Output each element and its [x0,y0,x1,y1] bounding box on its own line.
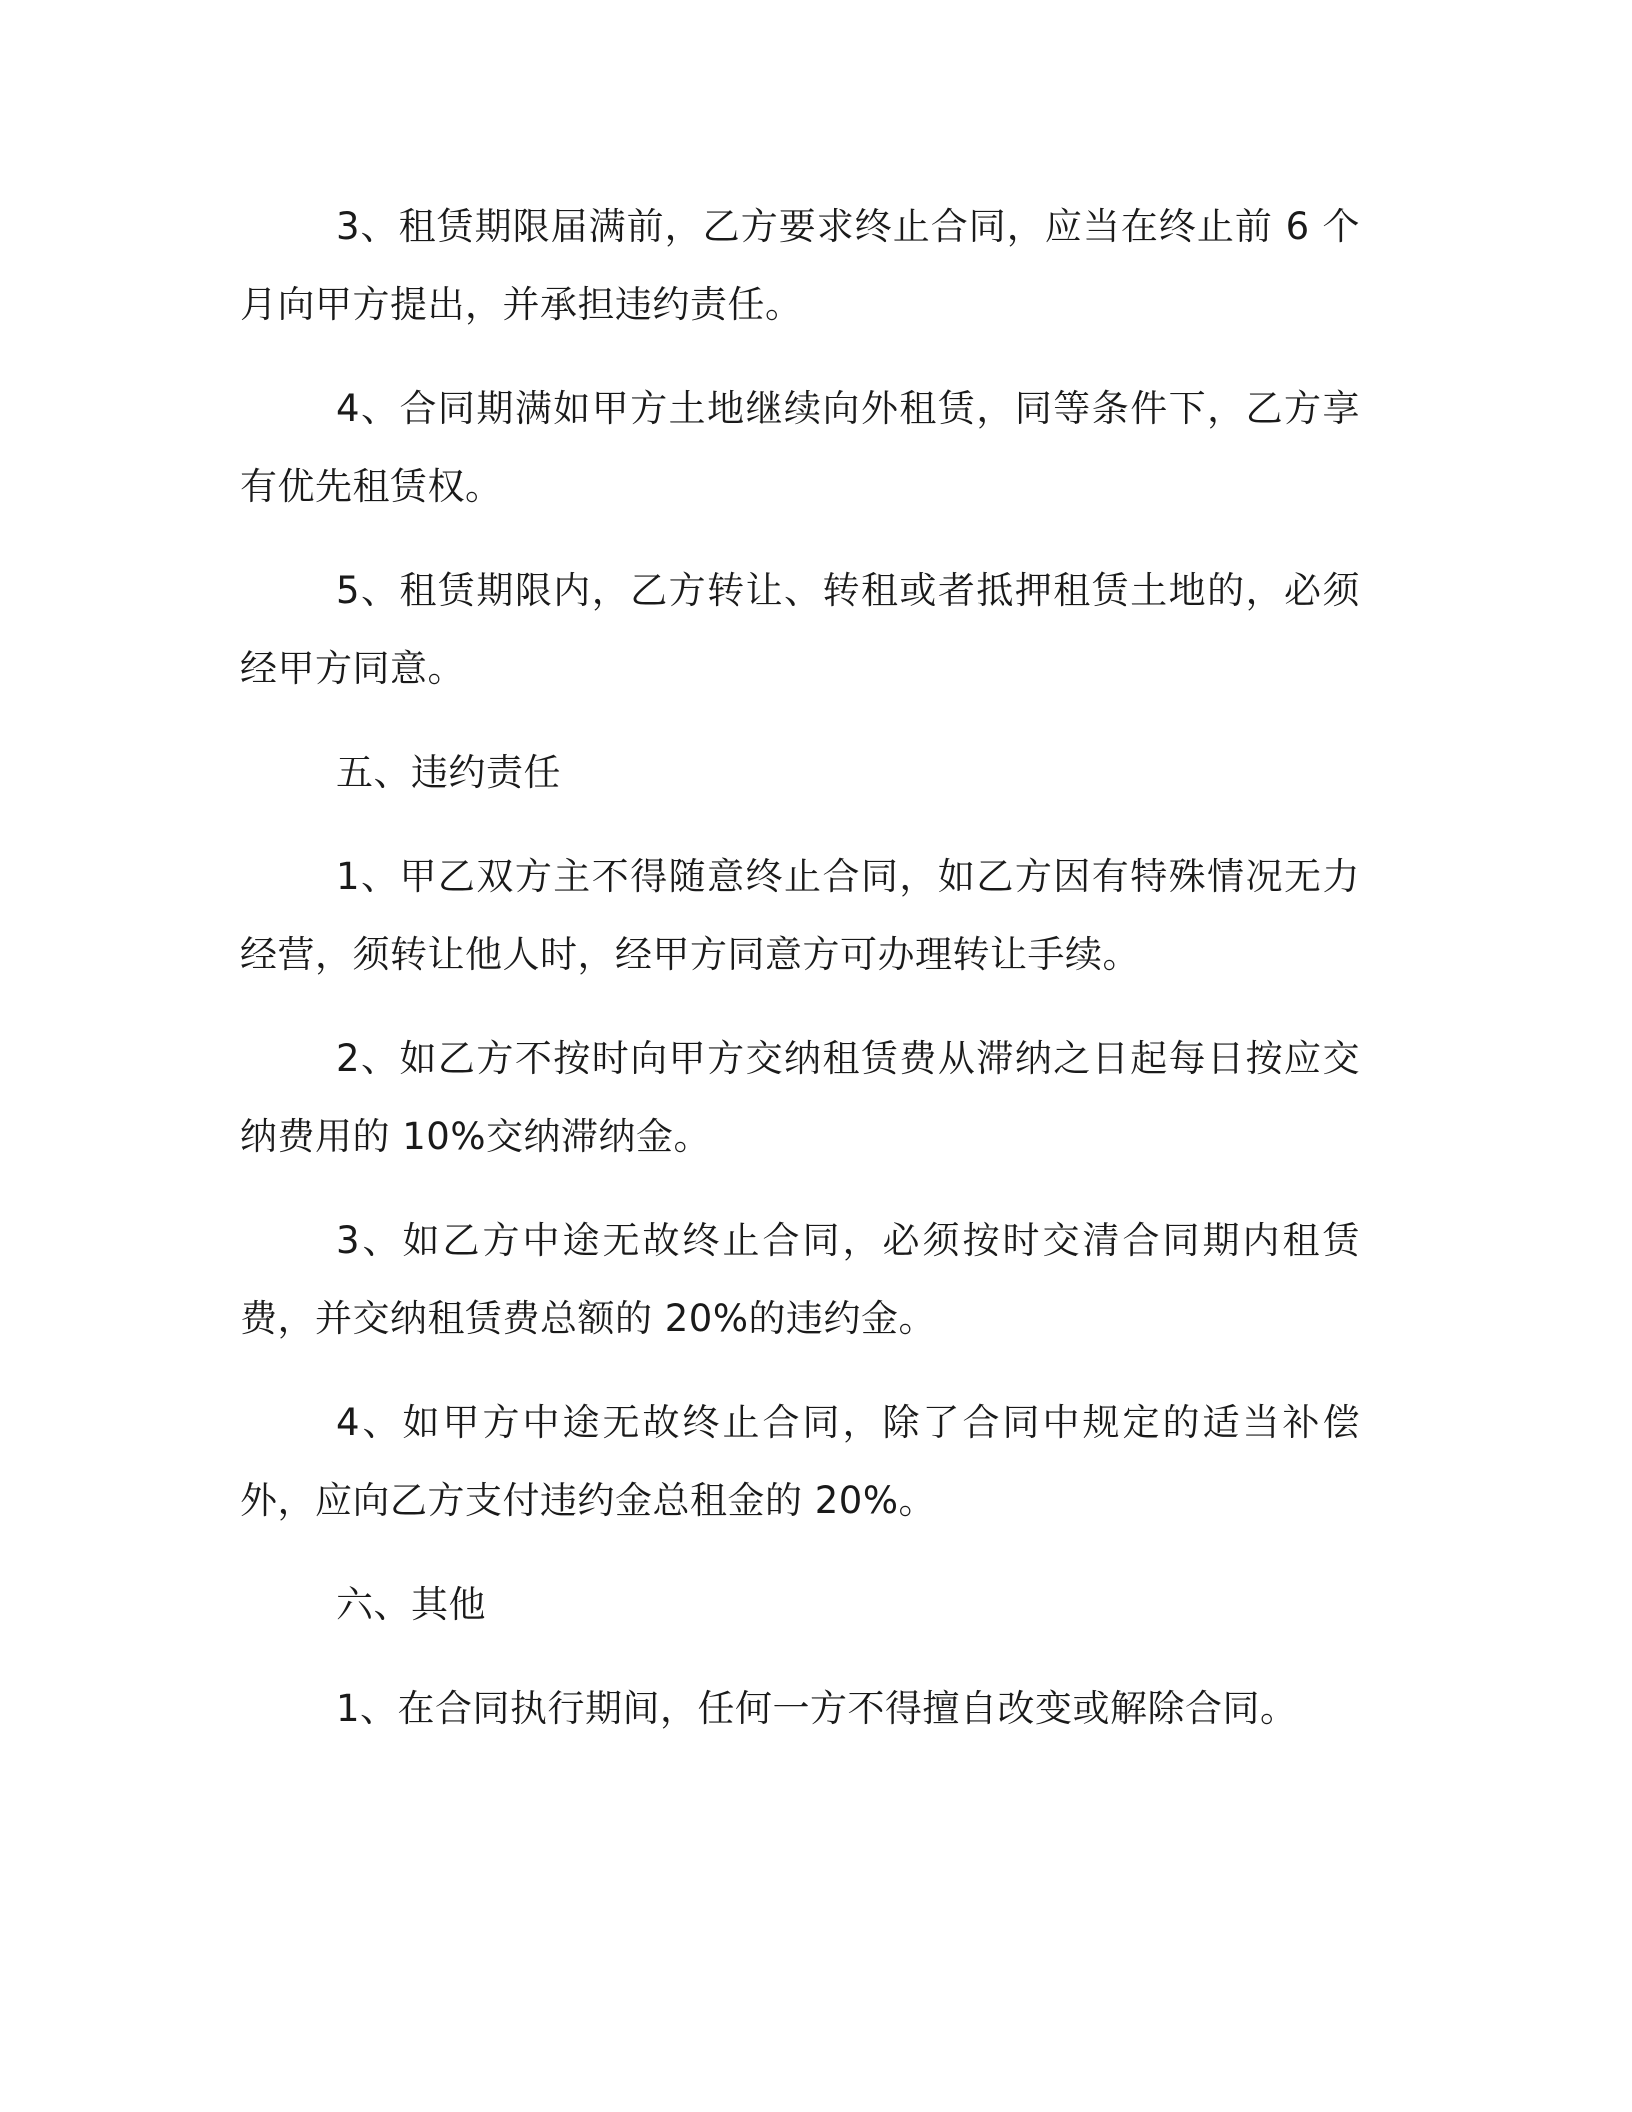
clause-4-3: 3、租赁期限届满前，乙方要求终止合同，应当在终止前 6 个月向甲方提出，并承担违约责任。 [240,205,1360,326]
clause-6-1: 1、在合同执行期间，任何一方不得擅自改变或解除合同。 [336,1687,1298,1730]
section-heading-other: 六、其他 [336,1583,486,1626]
clause-5-1: 1、甲乙双方主不得随意终止合同，如乙方因有特殊情况无力经营，须转让他人时，经甲方同意方可办理转让手续。 [240,855,1360,976]
clause-4-5: 5、租赁期限内，乙方转让、转租或者抵押租赁土地的，必须经甲方同意。 [240,569,1360,690]
section-heading-breach: 五、违约责任 [336,751,561,794]
clause-5-4: 4、如甲方中途无故终止合同，除了合同中规定的适当补偿外，应向乙方支付违约金总租金的 20%。 [240,1401,1360,1522]
document-page [240,188,1360,1748]
clause-5-2: 2、如乙方不按时向甲方交纳租赁费从滞纳之日起每日按应交纳费用的 10%交纳滞纳金。 [240,1037,1360,1158]
clause-4-4: 4、合同期满如甲方土地继续向外租赁，同等条件下，乙方享有优先租赁权。 [240,387,1360,508]
clause-5-3: 3、如乙方中途无故终止合同，必须按时交清合同期内租赁费，并交纳租赁费总额的 20%的违约金。 [240,1219,1360,1340]
